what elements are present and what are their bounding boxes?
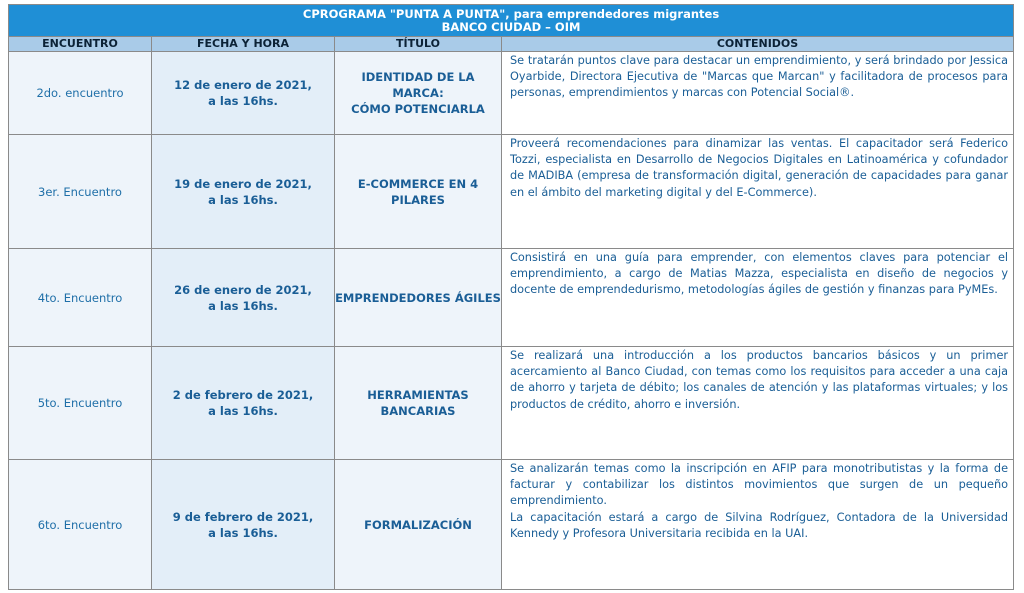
header-contenidos: CONTENIDOS (502, 37, 1014, 52)
contenidos-cell: Se realizará una introducción a los productos bancarios básicos y un primer acercamiento al Banco Ciudad, con temas como los requisitos para acceder a una caja de ahorro y tarjeta de débito; los canales de atención y las plataformas virtuales; y los productos de crédito, ahorro e inversión. (502, 347, 1014, 460)
fecha-time: a las 16hs. (208, 525, 278, 540)
titulo-line-1: E-COMMERCE EN 4 PILARES (357, 176, 479, 207)
table-row (9, 347, 1014, 460)
contenidos-cell (502, 460, 1014, 590)
titulo-cell (335, 135, 502, 249)
fecha-date: 9 de febrero de 2021, (172, 509, 314, 524)
fecha-time: a las 16hs. (208, 404, 278, 418)
fecha-date: 26 de enero de 2021, (174, 282, 312, 297)
titulo-line-1: IDENTIDAD DE LA MARCA: (361, 70, 475, 100)
titulo-cell (335, 52, 502, 135)
contenidos-cell: Se tratarán puntos clave para destacar un emprendimiento, y será brindado por Jessica Oyarbide, Directora Ejecutiva de "Marcas que Marcan" y facilitadora de procesos para personas, emprendimientos y marcas con Potencial Social®. (502, 52, 1014, 135)
fecha-cell (152, 460, 335, 590)
header-row (9, 37, 1014, 52)
contenidos-cell: Proveerá recomendaciones para dinamizar las ventas. El capacitador será Federico Tozzi, especialista en Desarrollo de Negocios Digitales en Latinoamérica y cofundador de MADIBA (empresa de transformación digital, generación de capacidades para ganar en el ámbito del marketing digital y del E-Commerce). (502, 135, 1014, 249)
titulo-line-1: FORMALIZACIÓN (364, 517, 472, 532)
titulo-cell (335, 460, 502, 590)
encuentro-cell: 3er. Encuentro (9, 135, 152, 249)
encuentro-cell: 2do. encuentro (9, 52, 152, 135)
fecha-time: a las 16hs. (208, 298, 278, 313)
contenidos-paragraph-2: La capacitación estará a cargo de Silvina Rodríguez, Contadora de la Universidad Kennedy y Profesora Universitaria recibida en la UAI. (510, 510, 1009, 540)
fecha-date: 12 de enero de 2021, (174, 78, 312, 92)
title-row (9, 5, 1014, 37)
titulo-cell (335, 249, 502, 347)
encuentro-cell: 6to. Encuentro (9, 460, 152, 590)
titulo-line-1: EMPRENDEDORES ÁGILES (335, 290, 501, 305)
titulo-line-1: HERRAMIENTAS BANCARIAS (367, 388, 469, 418)
fecha-cell (152, 135, 335, 249)
contenidos-paragraph-1: Se analizarán temas como la inscripción en AFIP para monotributistas y la forma de facturar y contabilizar los distintos movimientos que surgen de un pequeño emprendimiento. (510, 462, 1009, 508)
encuentro-cell: 4to. Encuentro (9, 249, 152, 347)
fecha-cell (152, 249, 335, 347)
fecha-cell (152, 347, 335, 460)
titulo-line-2: CÓMO POTENCIARLA (351, 102, 485, 116)
header-encuentro: ENCUENTRO (9, 37, 152, 52)
encuentro-cell: 5to. Encuentro (9, 347, 152, 460)
table-row (9, 135, 1014, 249)
table-row (9, 52, 1014, 135)
title-line-2: BANCO CIUDAD – OIM (441, 20, 581, 34)
contenidos-cell: Consistirá en una guía para emprender, con elementos claves para potenciar el emprendimiento, a cargo de Matias Mazza, especialista en diseño de negocios y docente de emprendedurismo, metodologías ágiles de gestión y finanzas para PyMEs. (502, 249, 1014, 347)
fecha-time: a las 16hs. (208, 94, 278, 108)
table-row (9, 460, 1014, 590)
header-fecha: FECHA Y HORA (152, 37, 335, 52)
fecha-time: a las 16hs. (208, 192, 278, 207)
fecha-cell (152, 52, 335, 135)
program-table (8, 4, 1014, 590)
fecha-date: 19 de enero de 2021, (174, 176, 312, 191)
table-title (9, 5, 1014, 37)
program-table-container (8, 4, 1013, 590)
title-line-1: CPROGRAMA "PUNTA A PUNTA", para emprendedores migrantes (302, 7, 720, 21)
header-titulo: TÍTULO (335, 37, 502, 52)
titulo-cell (335, 347, 502, 460)
table-row (9, 249, 1014, 347)
fecha-date: 2 de febrero de 2021, (172, 388, 314, 402)
